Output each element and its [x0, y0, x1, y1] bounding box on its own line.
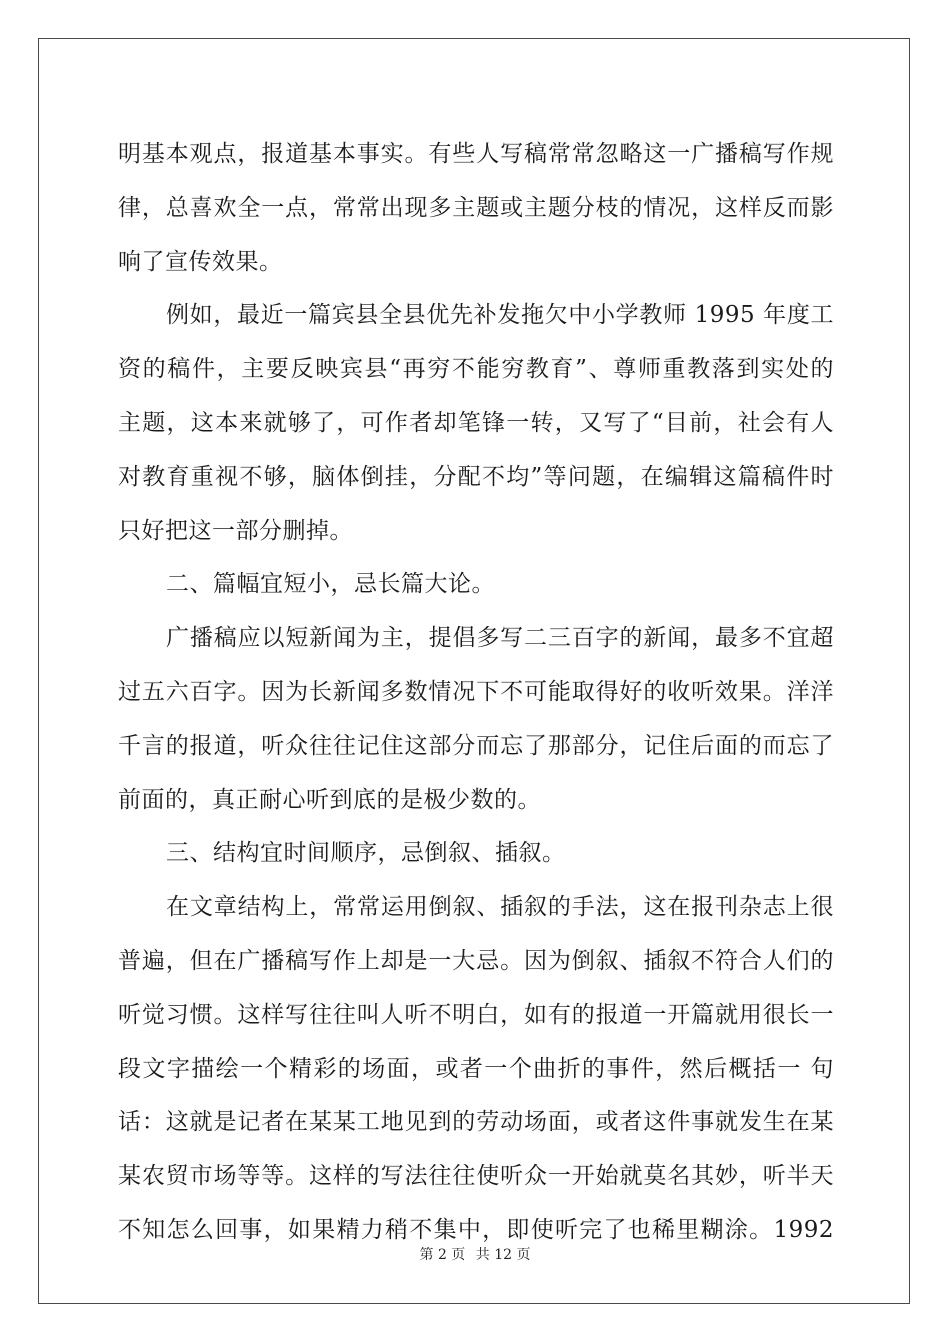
text-line: 普遍，但在广播稿写作上却是一大忌。因为倒叙、插叙不符合人们的	[118, 947, 834, 974]
text-line: 听觉习惯。这样写往往叫人听不明白，如有的报道一开篇就用很长一	[118, 1001, 834, 1028]
page-total: 共 12 页	[475, 1247, 531, 1263]
text-line: 只好把这一部分删掉。	[118, 517, 353, 544]
page-footer	[0, 1244, 950, 1264]
text-line: 三、结构宜时间顺序，忌倒叙、插叙。	[166, 840, 566, 867]
text-line: 前面的，真正耐心听到底的是极少数的。	[118, 786, 541, 813]
text-line: 段文字描绘一个精彩的场面，或者一个曲折的事件，然后概括一 句	[118, 1055, 834, 1082]
text-line: 例如，最近一篇宾县全县优先补发拖欠中小学教师 1995 年度工	[166, 302, 834, 329]
text-line: 二、篇幅宜短小，忌长篇大论。	[166, 571, 495, 598]
text-line: 千言的报道，听众往往记住这部分而忘了那部分，记住后面的而忘了	[118, 732, 834, 759]
text-line: 广播稿应以短新闻为主，提倡多写二三百字的新闻，最多不宜超	[166, 625, 834, 652]
text-line: 话：这就是记者在某某工地见到的劳动场面，或者这件事就发生在某	[118, 1109, 834, 1136]
text-line: 响了宣传效果。	[118, 248, 283, 275]
text-line: 明基本观点，报道基本事实。有些人写稿常常忽略这一广播稿写作规	[118, 141, 834, 167]
document-body	[118, 128, 834, 1258]
text-line: 某农贸市场等等。这样的写法往往使听众一开始就莫名其妙，听半天	[118, 1163, 834, 1190]
text-line: 主题，这本来就够了，可作者却笔锋一转，又写了“目前，社会有人	[118, 409, 834, 436]
text-line: 对教育重视不够，脑体倒挂，分配不均”等问题，在编辑这篇稿件时	[118, 463, 834, 490]
page-number: 第 2 页	[419, 1247, 466, 1263]
text-line: 不知怎么回事，如果精力稍不集中，即使听完了也稀里糊涂。1992	[118, 1216, 834, 1243]
text-line: 在文章结构上，常常运用倒叙、插叙的手法，这在报刊杂志上很	[166, 894, 834, 921]
text-line: 律，总喜欢全一点，常常出现多主题或主题分枝的情况，这样反而影	[118, 194, 834, 221]
text-line: 资的稿件，主要反映宾县“再穷不能穷教育”、尊师重教落到实处的	[118, 356, 834, 383]
text-line: 过五六百字。因为长新闻多数情况下不可能取得好的收听效果。洋洋	[118, 678, 834, 705]
